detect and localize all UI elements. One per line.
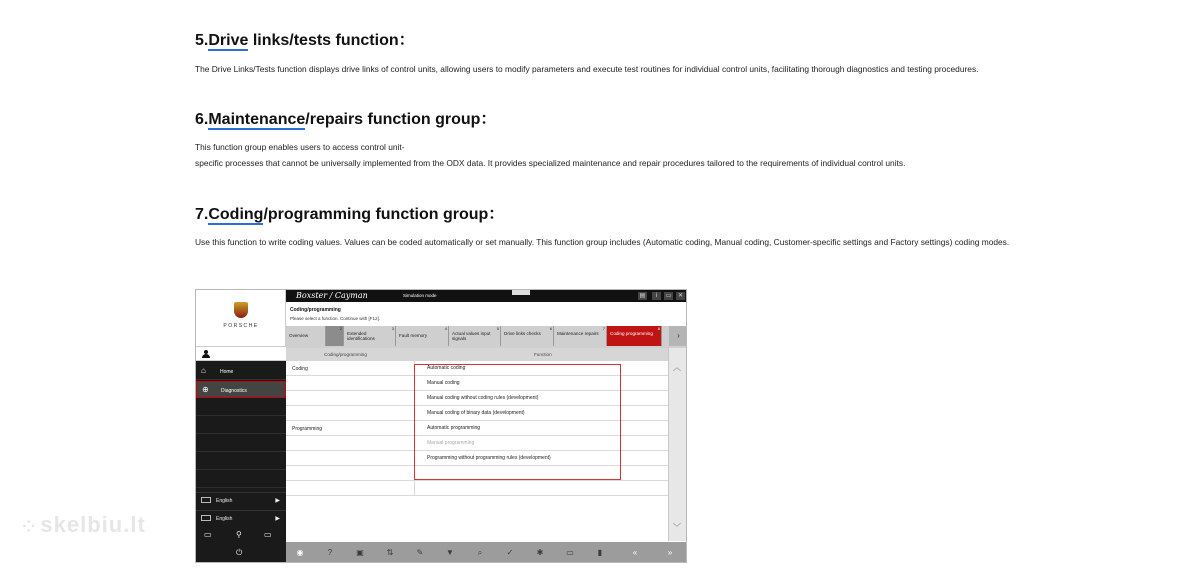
- nav-home[interactable]: [196, 363, 286, 380]
- grid-header: [286, 348, 668, 361]
- chevron-right-icon: ▶: [275, 498, 280, 504]
- close-icon[interactable]: ✕: [677, 293, 684, 299]
- help-icon[interactable]: ?: [327, 548, 333, 557]
- user-row[interactable]: [196, 346, 286, 361]
- table-row[interactable]: Programming without programming rules (development): [286, 451, 668, 466]
- back-icon[interactable]: «: [632, 548, 638, 557]
- section-5-title: [195, 27, 415, 50]
- delete-icon[interactable]: ▮: [597, 548, 603, 557]
- message-icon[interactable]: ▤: [639, 293, 646, 299]
- section-6-body-line1: This function group enables users to access control unit-: [195, 142, 405, 152]
- simulation-mode-label: Simulation mode: [403, 293, 437, 298]
- function-tabs: [286, 326, 687, 348]
- home-icon: ⌂: [201, 366, 206, 375]
- nav-empty-slot: [196, 435, 286, 452]
- nav-empty-slot: [196, 453, 286, 470]
- watermark-dots-icon: ⁘: [22, 519, 37, 536]
- nav-diagnostics[interactable]: [196, 381, 286, 398]
- section-7-body: Use this function to write coding values. Values can be coded automatically or set manually. This function group includes (Automatic coding, Manual coding, Customer-specific settings and Factory settings) coding modes.: [195, 237, 1010, 247]
- nav-empty-slot: [196, 399, 286, 416]
- search-icon[interactable]: ⌕: [477, 548, 483, 557]
- logo-area: [196, 290, 286, 346]
- section-6-link[interactable]: Maintenance: [208, 111, 306, 128]
- nav-diagnostics-label: Diagnostics: [221, 388, 247, 394]
- column-header-function: Function: [534, 352, 552, 357]
- bottom-toolbar: [286, 542, 687, 563]
- print-icon[interactable]: ▣: [356, 548, 364, 557]
- user-icon: [202, 350, 210, 358]
- nav-home-label: Home: [220, 369, 234, 375]
- section-7-link[interactable]: Coding: [208, 206, 264, 223]
- table-row: Manual programming: [286, 436, 668, 451]
- language-row-1[interactable]: [196, 492, 286, 508]
- app-header: [286, 290, 687, 302]
- tab-drive-links[interactable]: Drive links checks 6: [501, 326, 554, 346]
- minimize-icon[interactable]: ▭: [665, 293, 672, 299]
- tabs-next-arrow-icon[interactable]: ›: [669, 326, 687, 346]
- page-hint: Please select a function. Continue with [F12].: [290, 316, 381, 321]
- table-row[interactable]: Manual coding: [286, 376, 668, 391]
- section-7-title-rest: /programming function group：: [263, 206, 505, 223]
- section-6-title: [195, 106, 496, 129]
- section-6-body-line2: specific processes that cannot be universally implemented from the ODX data. It provides specialized maintenance and repair procedures tailored to the requirements of individual control units.: [195, 158, 906, 168]
- embedded-screenshot: [195, 289, 687, 563]
- language-label-2: English: [216, 516, 233, 522]
- section-5-link[interactable]: Drive: [208, 32, 249, 49]
- page-titlebar: [286, 302, 687, 325]
- edit-icon[interactable]: ✎: [416, 548, 424, 557]
- pull-down-handle[interactable]: [512, 290, 530, 295]
- column-header-group: Coding/programming: [324, 352, 367, 357]
- tools-icon[interactable]: ✓: [506, 548, 514, 557]
- vehicle-model: Boxster / Cayman: [296, 291, 368, 300]
- filter-icon[interactable]: ▼: [446, 548, 454, 557]
- section-5-prefix: 5.: [195, 32, 209, 49]
- vertical-scrollbar[interactable]: [668, 348, 687, 541]
- section-6-title-rest: /repairs function group：: [305, 111, 497, 128]
- watermark-text: skelbiu.lt: [40, 512, 146, 537]
- section-5-body: The Drive Links/Tests function displays drive links of control units, allowing users to modify parameters and execute test routines for individual control units, facilitating thorough diagnostics and testing procedures.: [195, 64, 979, 74]
- display-icon[interactable]: ▭: [264, 530, 272, 539]
- section-5-title-rest: links/tests function：: [248, 32, 415, 49]
- nav-empty-slot: [196, 417, 286, 434]
- table-row[interactable]: Coding Automatic coding: [286, 361, 668, 376]
- info-icon[interactable]: i: [652, 292, 661, 300]
- tab-fault-memory[interactable]: Fault memory 4: [396, 326, 449, 346]
- porsche-crest-icon: [234, 302, 248, 318]
- tab-2[interactable]: 2: [326, 326, 344, 346]
- camera-icon[interactable]: ◉: [296, 548, 304, 557]
- brand-wordmark: PORSCHE: [223, 323, 259, 329]
- tab-coding-programming[interactable]: Coding programming 8: [607, 326, 662, 346]
- nav-empty-slot: [196, 471, 286, 488]
- table-row[interactable]: Programming Automatic programming: [286, 421, 668, 436]
- tab-maintenance[interactable]: Maintenance repairs 7: [554, 326, 607, 346]
- tab-extended-identifications[interactable]: Extended identifications 3: [344, 326, 396, 346]
- settings-icon[interactable]: ✱: [536, 548, 544, 557]
- table-row[interactable]: Manual coding of binary data (development): [286, 406, 668, 421]
- section-6-prefix: 6.: [195, 111, 209, 128]
- battery-icon[interactable]: ▭: [204, 530, 212, 539]
- tab-overview[interactable]: Overview: [286, 326, 326, 346]
- power-icon[interactable]: ⏻: [236, 548, 243, 557]
- wifi-icon[interactable]: ⚲: [236, 530, 242, 539]
- chevron-right-icon: ▶: [275, 516, 280, 522]
- table-row: [286, 481, 668, 496]
- scroll-up-icon[interactable]: ︿: [673, 363, 681, 372]
- section-7-prefix: 7.: [195, 206, 209, 223]
- message-icon[interactable]: ▭: [566, 548, 574, 557]
- diagnostics-icon: ⊕: [202, 385, 209, 394]
- page-title: Coding/programming: [290, 307, 341, 313]
- language-label-1: English: [216, 498, 233, 504]
- left-sidebar: [196, 290, 286, 563]
- tab-actual-values[interactable]: Actual values input signals 5: [449, 326, 501, 346]
- scroll-down-icon[interactable]: ﹀: [673, 523, 681, 532]
- keyboard-icon: [201, 497, 211, 503]
- watermark: [22, 512, 146, 538]
- language-row-2[interactable]: [196, 510, 286, 526]
- keyboard-icon: [201, 515, 211, 521]
- sort-icon[interactable]: ⇅: [386, 548, 394, 557]
- forward-icon[interactable]: »: [667, 548, 673, 557]
- scroll-grip[interactable]: [686, 408, 687, 440]
- table-row[interactable]: Manual coding without coding rules (development): [286, 391, 668, 406]
- section-7-title: [195, 201, 504, 224]
- highlight-box: [414, 364, 621, 480]
